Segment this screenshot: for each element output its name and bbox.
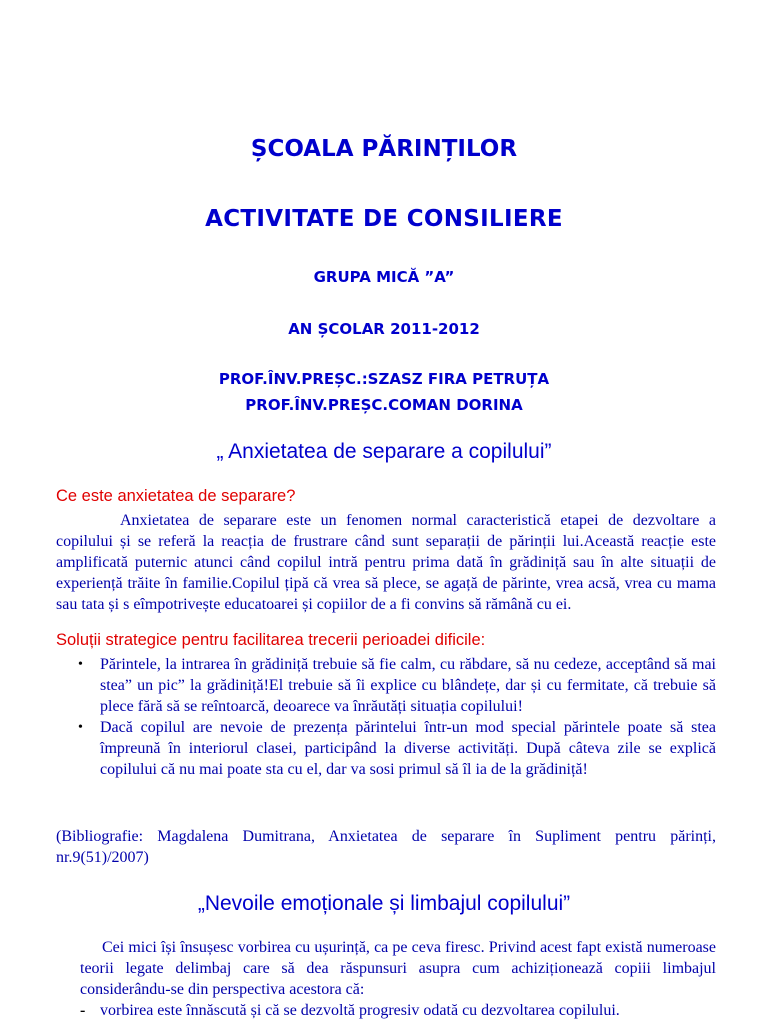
question-heading: Ce este anxietatea de separare? bbox=[56, 487, 296, 505]
group-heading: GRUPA MICĂ ”A” bbox=[313, 268, 455, 286]
document-title: ȘCOALA PĂRINȚILOR bbox=[250, 136, 518, 162]
list-item-text: Dacă copilul are nevoie de prezența părintelui într-un mod special părintele poate să stea împreună în interiorul clasei, participând la diverse activități. După câteva zile se explică copilului că nu mai poate sta cu el, dar va sosi primul să îl ia de la grădiniță! bbox=[100, 719, 716, 778]
list-item bbox=[56, 717, 716, 780]
solutions-list bbox=[56, 654, 716, 780]
dash-marker: - bbox=[80, 1002, 86, 1019]
activity-heading: ACTIVITATE DE CONSILIERE bbox=[205, 206, 563, 232]
language-paragraph: Cei mici își însușesc vorbirea cu ușurință, ca pe ceva firesc. Privind acest fapt există numeroase teorii legate delimbaj care să dea răspunsuri asupra cum achiziționează copiii limbajul considerându-se din perspectiva acestora că: bbox=[80, 939, 716, 998]
teacher-1-line: PROF.ÎNV.PREȘC.:SZASZ FIRA PETRUȚA bbox=[218, 370, 550, 388]
bibliography: (Bibliografie: Magdalena Dumitrana, Anxietatea de separare în Supliment pentru părinți, nr.9(51)/2007) bbox=[56, 828, 716, 866]
dash-item-text: vorbirea este înnăscută și că se dezvoltă progresiv odată cu dezvoltarea copilului. bbox=[100, 1002, 620, 1019]
section-2-title: „Nevoile emoționale și limbajul copilului” bbox=[197, 892, 571, 915]
list-item bbox=[56, 654, 716, 717]
intro-paragraph: Anxietatea de separare este un fenomen normal caracteristică etapei de dezvoltare a copilului și se referă la reacția de frustrare când sunt separații de părinții lui.Această reacție este amplificată puternic atunci când copilul intră pentru prima dată în grădiniță sau în alte situații de experiență trăite în familie.Copilul țipă că vrea să plece, se agață de părinte, vrea acsă, vrea cu mama sau tata și s eîmpotrivește educatoarei și copiilor de a fi convins să rămână cu ei. bbox=[56, 512, 716, 613]
bullet-icon: • bbox=[78, 720, 83, 735]
dash-list-item bbox=[80, 1000, 716, 1021]
bullet-icon: • bbox=[78, 657, 83, 672]
section-1-title: „ Anxietatea de separare a copilului” bbox=[216, 440, 552, 463]
list-item-text: Părintele, la intrarea în grădiniță trebuie să fie calm, cu răbdare, să nu cedeze, acceptând să mai stea” un pic” la grădiniță!El trebuie să îi explice cu blândețe, dar și cu fermitate, că trebuie să plece fără să se reîntoarcă, deoarece va înrăutăți situația copilului! bbox=[100, 656, 716, 715]
teacher-2-line: PROF.ÎNV.PREȘC.COMAN DORINA bbox=[245, 396, 523, 414]
school-year-heading: AN ȘCOLAR 2011-2012 bbox=[288, 320, 480, 338]
solutions-heading: Soluții strategice pentru facilitarea trecerii perioadei dificile: bbox=[56, 631, 486, 649]
